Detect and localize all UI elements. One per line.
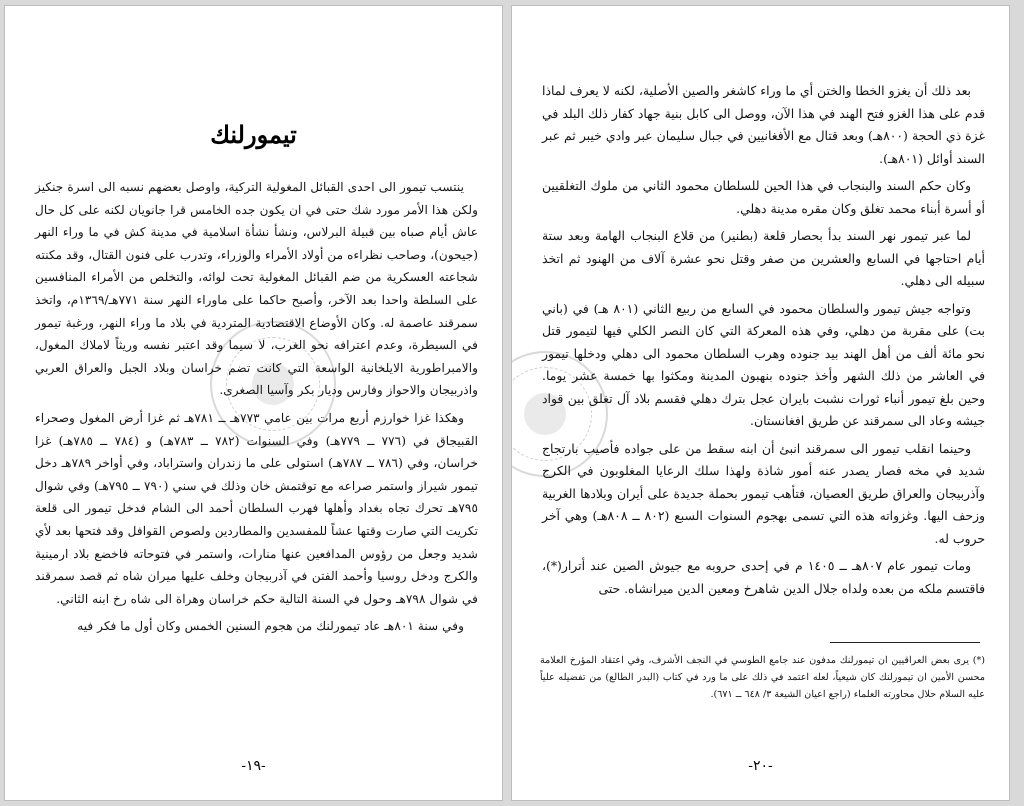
left-page — [5, 6, 502, 800]
paragraph: ومات تيمور عام ٨٠٧هـ ــ ١٤٠٥ م في إحدى حروبه مع جيوش الصين عند أترار(*)، فاقتسم ملكه من بعده ولداه جلال الدين شاهرخ ومعين الدين ميرانشاه. حتى — [542, 558, 985, 596]
footnote: (*) يرى بعض العراقيين ان تيمورلنك مدفون عند جامع الطوسي في النجف الأشرف، وفي اعتقاد المؤرخ العلامة محسن الأمين ان تيمورلنك كان شيعياً، لعله اعتمد في ذلك على ما ورد في كتاب (البدر الطالع) من تفضيله علياً عليه السلام حلال محاورته العلماء (راجع اعيان الشيعة ٣/ ٦٤٨ ــ ٦٧١). — [540, 655, 985, 700]
right-page-body — [542, 80, 985, 605]
page-number: -٢٠- — [748, 758, 773, 774]
paragraph: وهكذا غزا خوارزم أربع مرات بين عامي ٧٧٣هـ ــ ٧٨١هـ ثم غزا أرض المغول وصحراء القبيجاق في (٧٧٦ ــ ٧٧٩هـ) وفي السنوات (٧٨٢ ــ ٧٨٣هـ) و (٧٨٤ ــ ٧٨٥هـ) غزا خراسان، وفي (٧٨٦ ــ ٧٨٧هـ) استولى على ما زندران واستراباد، وفي أواخر ٧٨٩هـ دخل تيمور شيراز واستمر صراعه مع توقتمش خان وذلك في سني (٧٩٠ ــ ٧٩٥هـ) وفي شوال ٧٩٥هـ تحرك تجاه بغداد وأهلها فهرب السلطان أحمد الى الشام فدخل تيمور الى قلعة تكريت التي صارت وقتها عشاً للمفسدين والمطاردين ولصوص القوافل وقد فتحها بعد لأي شديد وجعل من رؤوس المدافعين عنها منارات، واستمر في فتوحاته فاخضع بلاد ارمينية والكرج ودخل روسيا وأحمد الفتن في آذربيجان وخلف عليها ميران شاه ثم قصد سمرقند في شوال ٧٩٨هـ وحول في السنة التالية حكم خراسان وهراة الى شاه رخ ابنه الثاني. — [35, 410, 478, 606]
paragraph: وحينما انقلب تيمور الى سمرقند انبئ أن ابنه سقط من على جواده فأصيب بارتجاج شديد في مخه فصار يصدر عنه أمور شاذة ولهذا سلك الرعايا المغلوبون في الكرج وآذربيجان والعراق طريق العصيان، فتأهب تيمور بحملة جديدة على أيران وبلادها الغربية وزحف اليها. وغزواته هذه التي تسمى بهجوم السنوات السبع (٨٠٢ ــ ٨٠٨هـ) وهي آخر حروب له. — [542, 440, 985, 546]
paragraph: ينتسب تيمور الى احدى القبائل المغولية التركية، واوصل بعضهم نسبه الى اسرة جنكيز ولكن هذا الأمر مورد شك حتى في ان يكون جده الخامس قرا جانويان لكنه على كل حال عاش أيام صباه بين قبيلة البرلاس، ونشأ نشأة اسلامية في مدينة كش في ما وراء النهر (جيحون)، وصاحب نظراءه من أولاد الأمراء والوزراء، وتدرب على فنون القتال، وقد مكنته شجاعته العسكرية من ضم القبائل المغولية تحت لوائه، والتخلص من الأمراء المنافسين على السلطة واحدا بعد الآخر، وأصبح حاكما على ماوراء النهر سنة ٧٧١هـ/١٣٦٩م، واتخذ سمرقند عاصمة له. وكان الأوضاع الاقتصادية المتردية في بلاد ما وراء النهر، ورغبة تيمور في السيطرة، وعدم اعترافه نحو الغرب، لا سيما وقد اعتبر نفسه وريثاً لاملاك المغول، والامبراطورية الايلخانية الواسعة التي كانت تضم خراسان وبلاد الجبل والعراق العربي واذربيجان والاحواز وفارس وديار بكر وآسيا الصغرى. — [35, 180, 478, 398]
right-page — [512, 6, 1009, 800]
footnote-divider — [830, 642, 980, 643]
page-number: -١٩- — [241, 758, 266, 774]
paragraph: وكان حكم السند والبنجاب في هذا الحين للسلطان محمود الثاني من ملوك التغلقيين أو أسرة أبناء محمد تغلق وكان مقره مدينة دهلي. — [542, 178, 985, 216]
paragraph: لما عبر تيمور نهر السند بدأ بحصار قلعة (بطنير) من قلاع البنجاب الهامة وبعد ستة أيام احتاجها في السابع والعشرين من صفر وقتل نحو عشرة آلاف من الهنود ثم اتخذ سبيله الى دهلي. — [542, 228, 985, 288]
paragraph: وتواجه جيش تيمور والسلطان محمود في السابع من ربيع الثاني (٨٠١ هـ) في (باني بت) على مقربة من دهلي، وفي هذه المعركة التي كان النصر الكلي فيها لتيمور قتل نحو مائة ألف من أهل الهند بيد جنوده وهرب السلطان محمود الى دهلي ودخلها تيمور في العاشر من ذلك الشهر وأخذ جنوده بنهبون المدينة ومكثوا بها خمسة عشر يوما. وحين بلغ تيمور أنباء ثورات نشبت بايران عجل بترك دهلي فقسم بلاد آل تغلق بين قواد جيشه وعاد الى سمرقند عن طريق افغانستان. — [542, 300, 985, 428]
paragraph: وفي سنة ٨٠١هـ عاد تيمورلنك من هجوم السنين الخمس وكان أول ما فكر فيه — [77, 619, 464, 634]
left-page-body — [35, 176, 478, 643]
page-title: تيمورلنك — [210, 120, 297, 149]
paragraph: بعد ذلك أن يغزو الخطا والختن أي ما وراء كاشغر والصين الأصلية، لكنه لا يعرف لماذا قدم على هذا الغزو فتح الهند في هذا الآن، ووصل الى كابل بنية جهاد كفار ذلك البلد في غزة ذي الحجة (٨٠٠هـ) وبعد قتال مع الأفغانيين في جبال سليمان عبر وادي خيبر ثم عبر السند أوائل (٨٠١هـ). — [542, 83, 985, 166]
